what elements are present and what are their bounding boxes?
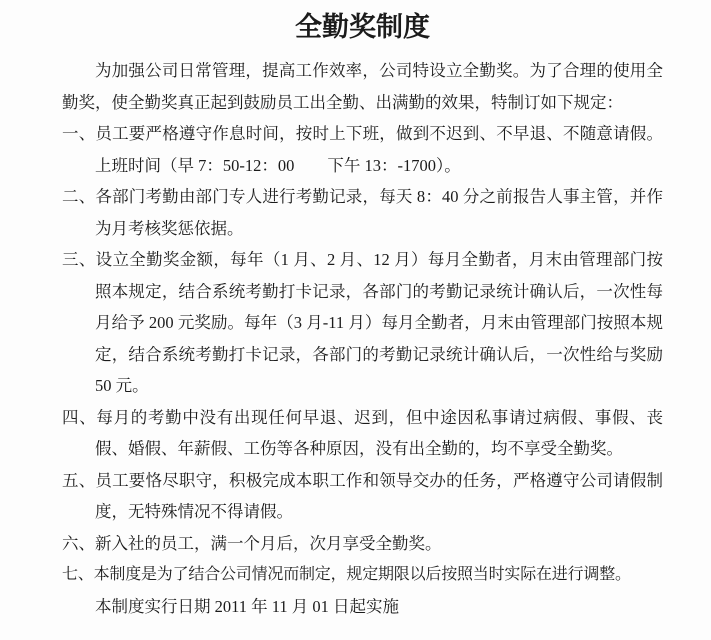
rule-item-number: 七、 bbox=[62, 566, 94, 583]
rule-item-5 bbox=[62, 465, 663, 528]
rule-item-2 bbox=[62, 181, 663, 244]
page-title: 全勤奖制度 bbox=[295, 12, 430, 42]
rule-item-6 bbox=[62, 528, 663, 560]
rule-item-4 bbox=[62, 402, 663, 465]
rule-item-text: 新入社的员工，满一个月后，次月享受全勤奖。 bbox=[95, 533, 442, 553]
intro-paragraph: 为加强公司日常管理，提高工作效率，公司特设立全勤奖。为了合理的使用全勤奖，使全勤奖真正起到鼓励员工出全勤、出满勤的效果，特制订如下规定： bbox=[62, 61, 663, 112]
rule-item-text: 员工要严格遵守作息时间，按时上下班，做到不迟到、不早退、不随意请假。上班时间（早 7：50-12：00 下午 13：-1700）。 bbox=[95, 124, 664, 175]
rule-item-7 bbox=[62, 559, 663, 591]
rule-item-number: 四、 bbox=[62, 407, 97, 427]
rule-item-number: 六、 bbox=[62, 533, 95, 553]
rule-item-number: 三、 bbox=[62, 250, 96, 269]
rule-item-1 bbox=[62, 118, 663, 181]
rule-item-text: 设立全勤奖金额，每年（1 月、2 月、12 月）每月全勤者，月末由管理部门按照本规定，结合系统考勤打卡记录，各部门的考勤记录统计确认后，一次性每月给予 200 元奖励。每年（3 月-11 月）每月全勤者，月末由管理部门按照本规定，结合系统考勤打卡记录，各部门的考勤记录统计确认后，一次性给与奖励 50 元。 bbox=[95, 250, 664, 395]
rule-item-text: 员工要恪尽职守，积极完成本职工作和领导交办的任务，严格遵守公司请假制度，无特殊情况不得请假。 bbox=[95, 470, 664, 521]
rule-item-number: 一、 bbox=[62, 124, 96, 143]
rule-item-text: 本制度是为了结合公司情况而制定，规定期限以后按照当时实际在进行调整。 bbox=[93, 566, 631, 583]
rule-item-text: 每月的考勤中没有出现任何早退、迟到，但中途因私事请过病假、事假、丧假、婚假、年薪假、工伤等各种原因，没有出全勤的，均不享受全勤奖。 bbox=[95, 407, 664, 458]
rule-item-text: 各部门考勤由部门专人进行考勤记录，每天 8：40 分之前报告人事主管，并作为月考核奖惩依据。 bbox=[95, 187, 664, 238]
rule-item-3 bbox=[62, 244, 663, 402]
rule-item-number: 二、 bbox=[62, 187, 96, 206]
rule-item-number: 五、 bbox=[62, 470, 96, 490]
effective-date-line: 本制度实行日期 2011 年 11 月 01 日起实施 bbox=[95, 596, 400, 616]
